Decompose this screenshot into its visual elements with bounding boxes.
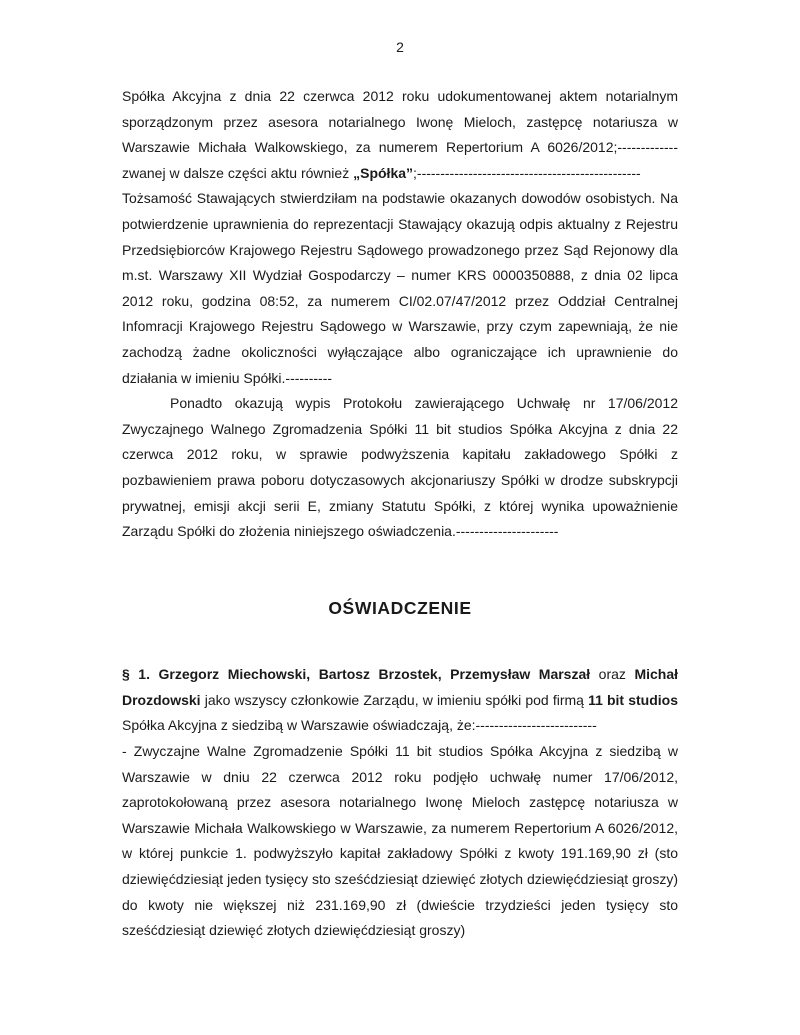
text-run: Ponadto okazują wypis Protokołu zawierającego Uchwałę nr 17/06/2012 Zwyczajnego Walnego Zgromadzenia Spółki 11 bit studios Spółka Akcyjna z dnia 22 czerwca 2012 roku, w sprawie podwyższenia kapitału zakładowego Spółki z pozbawieniem prawa poboru dotyczasowych akcjonariuszy Spółki w drodze subskrypcji prywatnej, emisji akcji serii E, zmiany Statutu Spółki, z której wynika upoważnienie Zarządu Spółki do złożenia niniejszego oświadczenia.---------------------- (122, 395, 678, 540)
document-body (122, 84, 678, 944)
text-run-bold: Michał Drozdowski (122, 666, 679, 708)
text-run: oraz (598, 666, 635, 683)
text-run-bold: § 1. Grzegorz Miechowski, Bartosz Brzostek, Przemysław Marszał (122, 666, 599, 683)
paragraph-protocol-excerpt (122, 391, 678, 545)
text-run: ;------------------------------------------------ (413, 164, 641, 181)
text-run: Spółka Akcyjna z siedzibą w Warszawie oświadczają, że:-------------------------- (122, 717, 597, 734)
text-run: - Zwyczajne Walne Zgromadzenie Spółki 11 bit studios Spółka Akcyjna z siedzibą w Warszawie w dniu 22 czerwca 2012 roku podjęło uchwałę numer 17/06/2012, zaprotokołowaną przez asesora notarialnego Iwonę Mieloch zastępcę notariusza w Warszawie Michała Walkowskiego w Warszawie, za numerem Repertorium A 6026/2012, w której punkcie 1. podwyższyło kapitał zakładowy Spółki z kwoty 191.169,90 zł (sto dziewięćdziesiąt jeden tysięcy sto sześćdziesiąt dziewięć złotych dziewięćdziesiąt groszy) do kwoty nie większej niż 231.169,90 zł (dwieście trzydzieści jeden tysięcy sto sześćdziesiąt dziewięć złotych dziewięćdziesiąt groszy) (122, 743, 678, 939)
text-run-bold: „Spółka” (353, 164, 414, 181)
paragraph-declaration-board (122, 662, 678, 739)
paragraph-resolution-details (122, 739, 678, 944)
text-run: Spółka Akcyjna z dnia 22 czerwca 2012 roku udokumentowanej aktem notarialnym sporządzonym przez asesora notarialnego Iwonę Mieloch, zastępcę notariusza w Warszawie Michała Walkowskiego, za numerem Repertorium A 6026/2012;------------- zwanej w dalsze części aktu również (122, 88, 678, 181)
section-heading: OŚWIADCZENIE (328, 597, 472, 618)
page-number: 2 (396, 39, 404, 55)
paragraph-identity-verification (122, 186, 678, 391)
paragraph-company-intro (122, 84, 678, 186)
text-run: Tożsamość Stawających stwierdziłam na podstawie okazanych dowodów osobistych. Na potwierdzenie uprawnienia do reprezentacji Stawający okazują odpis aktualny z Rejestru Przedsiębiorców Krajowego Rejestru Sądowego prowadzonego przez Sąd Rejonowy dla m.st. Warszawy XII Wydział Gospodarczy – numer KRS 0000350888, z dnia 02 lipca 2012 roku, godzina 08:52, za numerem CI/02.07/47/2012 przez Oddział Centralnej Infomracji Krajowego Rejestru Sądowego w Warszawie, przy czym zapewniają, że nie zachodzą żadne okoliczności wyłączające albo ograniczające ich uprawnienie do działania w imieniu Spółki.---------- (122, 190, 678, 386)
text-run: jako wszyscy członkowie Zarządu, w imieniu spółki pod firmą (204, 691, 589, 708)
text-run-bold: 11 bit studios (588, 691, 678, 708)
